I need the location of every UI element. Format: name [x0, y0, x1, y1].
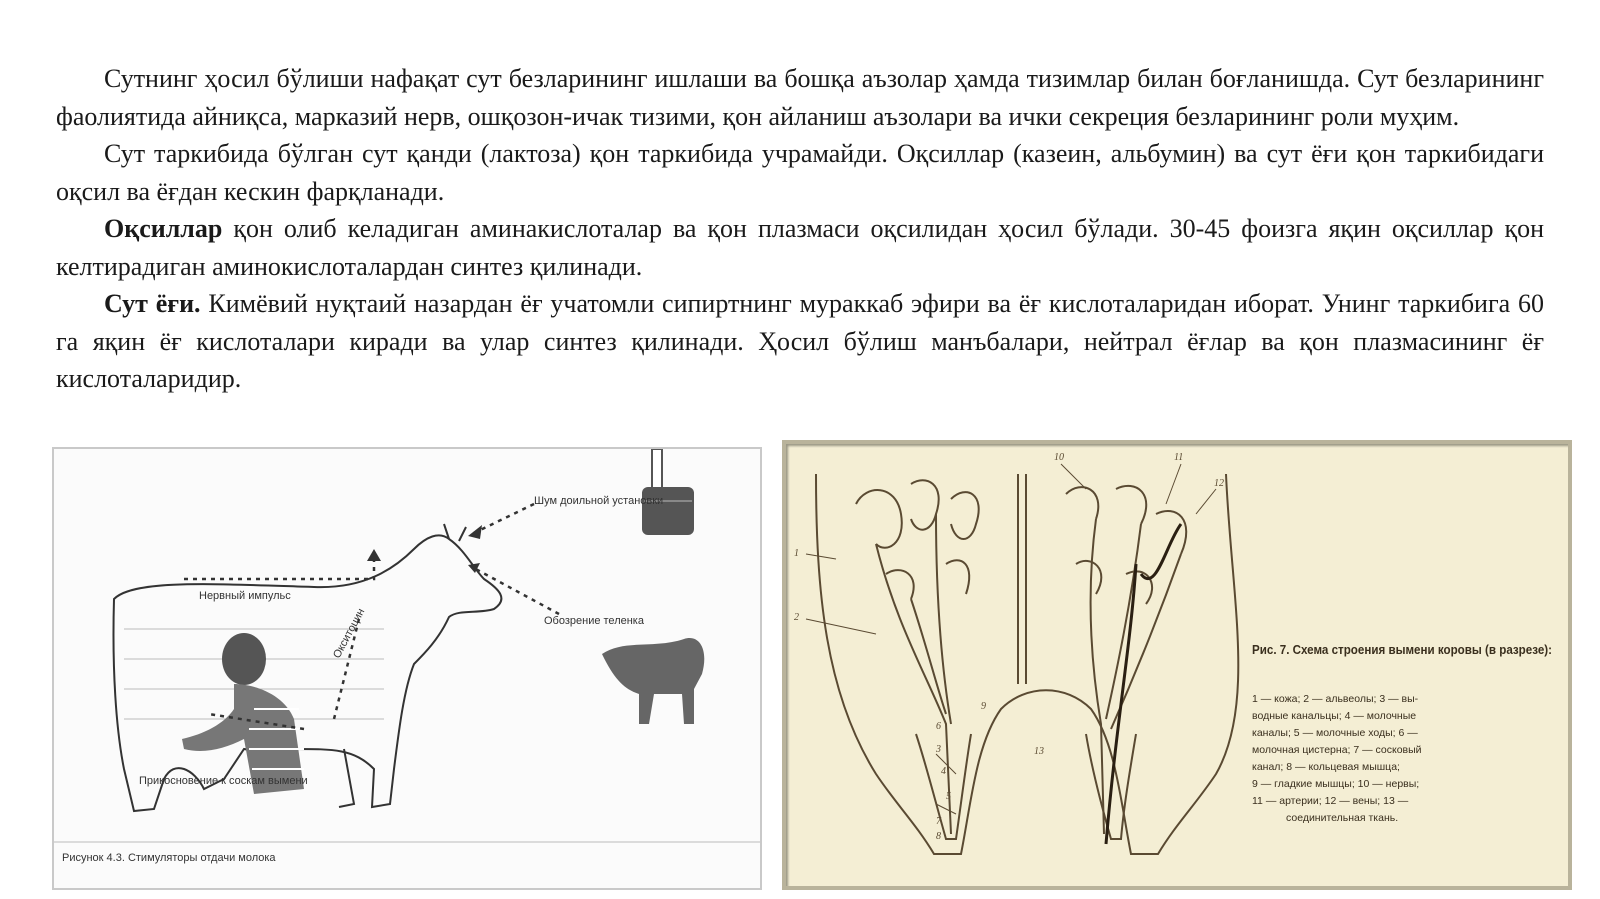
number-12: 12: [1214, 478, 1224, 489]
number-10: 10: [1054, 452, 1064, 463]
number-3: 3: [936, 744, 941, 755]
paragraph-4: Сут ёғи. Кимёвий нуқтаий назардан ёғ учатомли сипиртнинг мураккаб эфири ва ёғ кислоталаридан иборат. Унинг таркибига 60 га яқин ёғ кислоталари киради ва улар синтез қилинади. Ҳосил бўлиш манъбалари, нейтрал ёғлар ва қон плазмасининг ёғ кислоталаридир.: [56, 289, 1544, 393]
paragraph-1: Сутнинг ҳосил бўлиши нафақат сут безларининг ишлаши ва бошқа аъзолар ҳамда тизимлар билан боғланишда. Сут безларининг фаолиятида айниқса, марказий нерв, ошқозон-ичак тизими, қон айланиш аъзолари ва ички секреция безларининг роли муҳим.: [56, 64, 1544, 131]
milking-machine-icon: [642, 449, 694, 535]
paragraph-3: Оқсиллар қон олиб келадиган аминакислоталар ва қон плазмаси оқсилидан ҳосил бўлади. 30-45 фоизга яқин оқсиллар қон келтирадиган аминокислоталардан синтез қилинади.: [56, 214, 1544, 281]
milker-illustration: [182, 633, 304, 794]
number-6: 6: [936, 721, 941, 732]
udder-caption-title: Рис. 7. Схема строения вымени коровы (в разрезе):: [1252, 642, 1552, 657]
udder-caption-line: каналы; 5 — молочные ходы; 6 —: [1252, 727, 1418, 739]
paragraph-2: Сут таркибида бўлган сут қанди (лактоза) қон таркибида учрамайди. Оқсиллар (казеин, альбумин) ва сут ёғи қон таркибидаги оқсил ва ёғдан кескин фарқланади.: [56, 139, 1544, 206]
figure-left-caption: Рисунок 4.3. Стимуляторы отдачи молока: [62, 852, 276, 864]
number-7: 7: [936, 816, 941, 827]
number-8: 8: [936, 831, 941, 842]
udder-caption-line: молочная цистерна; 7 — сосковый: [1252, 744, 1422, 756]
number-5: 5: [946, 791, 951, 802]
term-milk-fat: Сут ёғи.: [104, 289, 201, 318]
calf-icon: [602, 638, 704, 724]
cow-illustration: [113, 524, 501, 811]
label-touch: Прикосновение к соскам вымени: [139, 775, 308, 787]
number-11: 11: [1174, 452, 1184, 463]
number-1: 1: [794, 548, 799, 559]
label-noise: Шум доильной установки: [534, 495, 664, 507]
label-oxytocin: Окситоцин: [331, 606, 368, 661]
number-9: 9: [981, 701, 986, 712]
udder-caption-line: соединительная ткань.: [1286, 812, 1399, 824]
label-calf-view: Обозрение теленка: [544, 615, 644, 627]
term-proteins: Оқсиллар: [104, 214, 223, 243]
body-text: [56, 60, 1544, 398]
udder-caption-line: канал; 8 — кольцевая мышца;: [1252, 761, 1400, 773]
udder-caption-line: 11 — артерии; 12 — вены; 13 —: [1252, 795, 1409, 807]
udder-caption-line: 9 — гладкие мышцы; 10 — нервы;: [1252, 778, 1420, 790]
figure-udder-scheme: [782, 440, 1572, 890]
udder-caption-line: 1 — кожа; 2 — альвеолы; 3 — вы-: [1252, 693, 1419, 705]
udder-caption-line: водные канальцы; 4 — молочные: [1252, 710, 1417, 722]
figure-milk-stimulators: [52, 447, 762, 890]
number-2: 2: [794, 612, 799, 623]
number-4: 4: [941, 766, 946, 777]
number-13: 13: [1034, 746, 1044, 757]
label-nerve-impulse: Нервный импульс: [199, 590, 291, 602]
